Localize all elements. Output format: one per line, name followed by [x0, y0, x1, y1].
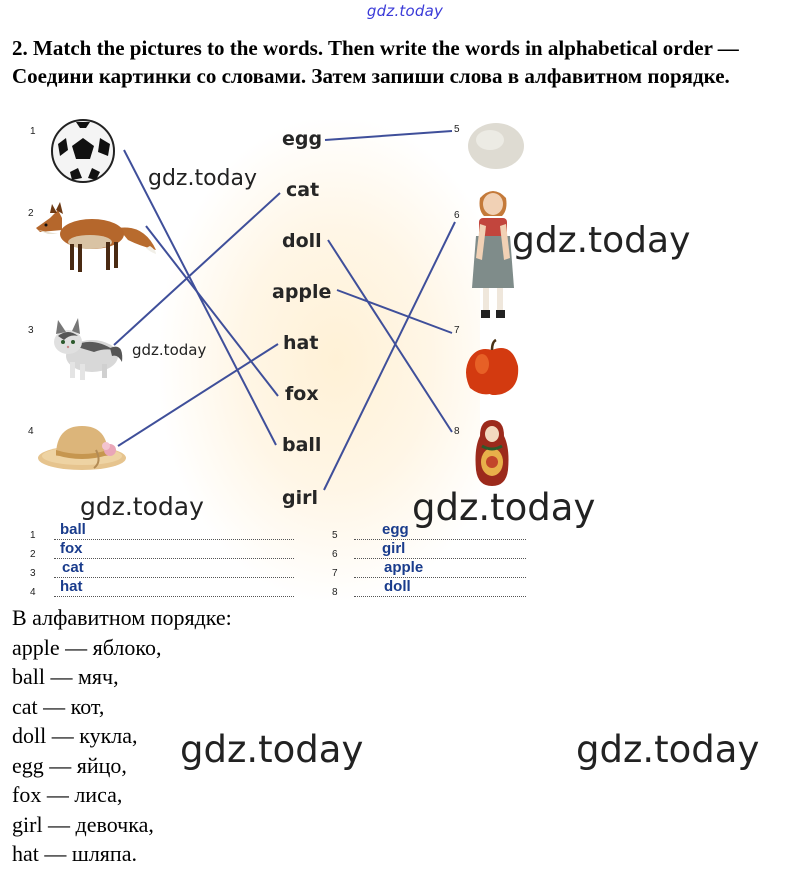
answer-number: 1 [30, 530, 36, 541]
alphabetical-line: doll — кукла, [12, 723, 138, 748]
word-girl: girl [282, 487, 318, 509]
picture-number-8: 8 [454, 426, 460, 437]
watermark: gdz.today [180, 728, 364, 771]
answer-number: 3 [30, 568, 36, 579]
alphabetical-line: cat — кот, [12, 694, 105, 719]
answer-line [354, 578, 526, 597]
word-cat: cat [286, 179, 320, 201]
watermark: gdz.today [80, 492, 204, 521]
word-egg: egg [282, 128, 323, 150]
alphabetical-line: ball — мяч, [12, 664, 119, 689]
picture-number-3: 3 [28, 325, 34, 336]
task-heading: 2. Match the pictures to the words. Then write the words in alphabetical order — Соедини картинки со словами. Затем запиши слова в алфавитном порядке. [12, 36, 739, 88]
answer-word: apple [384, 559, 424, 576]
watermark: gdz.today [132, 341, 207, 359]
answer-line [54, 578, 294, 597]
line-doll-to-8 [328, 240, 452, 432]
picture-number-4: 4 [28, 426, 34, 437]
word-hat: hat [283, 332, 319, 354]
watermark: gdz.today [412, 486, 596, 529]
answer-word: doll [384, 578, 411, 595]
watermark: gdz.today [576, 728, 760, 771]
picture-number-1: 1 [30, 126, 36, 137]
alphabetical-line: hat — шляпа. [12, 841, 137, 866]
picture-number-5: 5 [454, 124, 460, 135]
line-hat-to-hat-word [118, 344, 278, 446]
word-doll: doll [282, 230, 322, 252]
answer-number: 7 [332, 568, 338, 579]
answer-word: hat [60, 578, 83, 595]
answer-line [54, 559, 294, 578]
alphabetical-line: fox — лиса, [12, 782, 123, 807]
alphabetical-line: egg — яйцо, [12, 753, 127, 778]
word-ball: ball [282, 434, 322, 456]
answer-number: 2 [30, 549, 36, 560]
line-apple-to-7 [337, 290, 452, 333]
answer-word: cat [62, 559, 84, 576]
word-fox: fox [285, 383, 319, 405]
line-fox-to-fox-word [146, 226, 278, 396]
picture-number-6: 6 [454, 210, 460, 221]
alphabetical-line: apple — яблоко, [12, 635, 162, 660]
line-ball-to-ball-word [124, 150, 276, 445]
line-girl-to-6 [324, 222, 455, 490]
picture-number-7: 7 [454, 325, 460, 336]
answer-word: fox [60, 540, 83, 557]
line-cat-to-cat-word [114, 193, 280, 345]
watermark: gdz.today [148, 166, 258, 191]
answer-line [54, 521, 294, 540]
alphabetical-line: girl — девочка, [12, 812, 154, 837]
watermark: gdz.today [512, 220, 691, 261]
word-apple: apple [272, 281, 332, 303]
answer-line [54, 540, 294, 559]
answer-number: 6 [332, 549, 338, 560]
alphabetical-heading: В алфавитном порядке: [12, 605, 232, 630]
line-egg-to-5 [325, 131, 452, 140]
answer-number: 8 [332, 587, 338, 598]
picture-number-2: 2 [28, 208, 34, 219]
answer-line [354, 521, 526, 540]
answer-line [354, 559, 526, 578]
answer-word: girl [382, 540, 406, 557]
answer-line [354, 540, 526, 559]
answer-word: ball [60, 521, 86, 538]
answer-number: 4 [30, 587, 36, 598]
answer-number: 5 [332, 530, 338, 541]
answer-word: egg [382, 521, 409, 538]
header-watermark: gdz.today [366, 2, 444, 20]
